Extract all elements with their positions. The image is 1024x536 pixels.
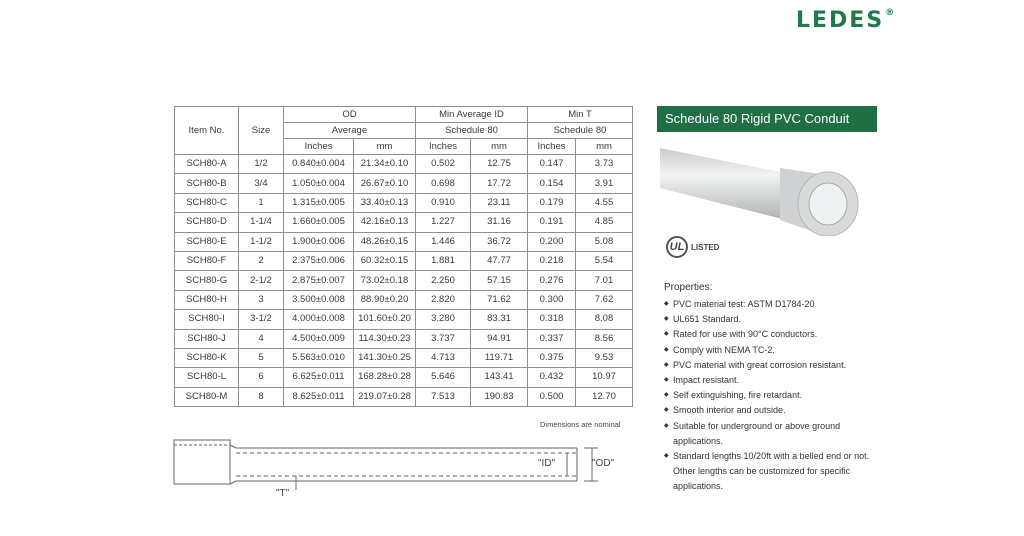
table-cell: 1.446 [416,232,471,251]
table-cell: 3.73 [576,155,633,174]
table-cell: SCH80-G [175,271,239,290]
header-id-sub: Schedule 80 [416,123,528,139]
header-od-sub: Average [284,123,416,139]
property-item: ◆ PVC material with great corrosion resistant. [664,358,884,373]
product-title: Schedule 80 Rigid PVC Conduit [657,106,877,132]
table-cell: 4 [239,329,284,348]
table-cell: 1-1/2 [239,232,284,251]
table-cell: 114.30±0.23 [354,329,416,348]
dimensions-note: Dimensions are nominal [540,420,621,429]
table-cell: 3/4 [239,174,284,193]
table-cell: 1.900±0.006 [284,232,354,251]
properties-section [664,282,884,495]
table-cell: SCH80-A [175,155,239,174]
table-cell: 0.432 [528,368,576,387]
table-row [175,290,633,309]
table-cell: 57.15 [471,271,528,290]
table-cell: 0.200 [528,232,576,251]
table-cell: 0.300 [528,290,576,309]
property-item: ◆ Rated for use with 90°C conductors. [664,327,884,342]
table-cell: 6 [239,368,284,387]
table-cell: 0.147 [528,155,576,174]
table-cell: 0.218 [528,251,576,270]
table-cell: 0.154 [528,174,576,193]
table-row [175,271,633,290]
table-cell: 5.08 [576,232,633,251]
table-cell: 2.875±0.007 [284,271,354,290]
property-item: ◆ Smooth interior and outside. [664,403,884,418]
table-cell: 0.276 [528,271,576,290]
table-cell: 190.83 [471,387,528,406]
table-row [175,329,633,348]
table-row [175,174,633,193]
table-cell: 0.698 [416,174,471,193]
table-cell: 0.500 [528,387,576,406]
t-label: "T" [276,488,290,499]
table-cell: 3.737 [416,329,471,348]
table-cell: 1.227 [416,213,471,232]
table-cell: 12.75 [471,155,528,174]
table-cell: 3.91 [576,174,633,193]
table-cell: 17.72 [471,174,528,193]
table-cell: 6.625±0.011 [284,368,354,387]
table-cell: SCH80-D [175,213,239,232]
table-cell: 31.16 [471,213,528,232]
table-cell: 8.56 [576,329,633,348]
table-row [175,155,633,174]
property-item: ◆ UL651 Standard. [664,312,884,327]
id-label: "ID" [538,458,556,469]
table-cell: 0.318 [528,310,576,329]
registered-mark: ® [885,8,895,18]
table-cell: 8 [239,387,284,406]
brand-name: LEDES [796,8,885,33]
property-item: ◆ Impact resistant. [664,373,884,388]
table-cell: SCH80-E [175,232,239,251]
table-cell: 1.660±0.005 [284,213,354,232]
table-row [175,387,633,406]
table-cell: 2-1/2 [239,271,284,290]
table-cell: SCH80-C [175,193,239,212]
table-cell: 0.337 [528,329,576,348]
table-row [175,251,633,270]
od-label: "OD" [592,458,615,469]
table-cell: 1 [239,193,284,212]
header-od-inches: Inches [284,139,354,155]
table-cell: 2.250 [416,271,471,290]
bell-end-shape [174,440,230,484]
conduit-image [660,140,870,236]
table-cell: 3 [239,290,284,309]
header-t-inches: Inches [528,139,576,155]
table-cell: 4.500±0.009 [284,329,354,348]
properties-list [664,297,884,495]
table-cell: 88.90±0.20 [354,290,416,309]
property-item: ◆ Standard lengths 10/20ft with a belled end or not. Other lengths can be customized for specific applications. [664,449,884,495]
header-od: OD [284,107,416,123]
table-cell: 73.02±0.18 [354,271,416,290]
table-cell: 5.563±0.010 [284,348,354,367]
table-cell: 1.315±0.005 [284,193,354,212]
property-item: ◆ Comply with NEMA TC-2. [664,343,884,358]
ul-listed-text: LISTED [691,242,720,252]
table-cell: 94.91 [471,329,528,348]
spec-table [174,106,633,407]
table-cell: 26.67±0.10 [354,174,416,193]
table-cell: 0.910 [416,193,471,212]
table-cell: 3.500±0.008 [284,290,354,309]
table-cell: 4.85 [576,213,633,232]
header-id-mm: mm [471,139,528,155]
table-cell: 1.881 [416,251,471,270]
table-cell: 219.07±0.28 [354,387,416,406]
table-row [175,232,633,251]
table-cell: 168.28±0.28 [354,368,416,387]
table-cell: 101.60±0.20 [354,310,416,329]
table-cell: 119.71 [471,348,528,367]
property-item: ◆ Self extinguishing, fire retardant. [664,388,884,403]
brand-logo [796,8,894,33]
property-item: ◆ PVC material test: ASTM D1784-20 [664,297,884,312]
conduit-diagram [172,436,622,502]
table-cell: 21.34±0.10 [354,155,416,174]
table-row [175,348,633,367]
table-cell: 0.375 [528,348,576,367]
table-cell: 5.54 [576,251,633,270]
table-cell: SCH80-J [175,329,239,348]
table-cell: 3-1/2 [239,310,284,329]
table-cell: SCH80-F [175,251,239,270]
table-cell: 7.01 [576,271,633,290]
table-cell: 9.53 [576,348,633,367]
table-row [175,213,633,232]
table-cell: 3.280 [416,310,471,329]
header-id: Min Average ID [416,107,528,123]
table-cell: 33.40±0.13 [354,193,416,212]
table-cell: 8.625±0.011 [284,387,354,406]
table-cell: 143.41 [471,368,528,387]
table-cell: 8.08 [576,310,633,329]
table-cell: SCH80-L [175,368,239,387]
table-cell: 0.191 [528,213,576,232]
table-cell: 36.72 [471,232,528,251]
table-cell: 71.62 [471,290,528,309]
table-cell: 4.713 [416,348,471,367]
table-cell: 141.30±0.25 [354,348,416,367]
table-row [175,193,633,212]
header-od-mm: mm [354,139,416,155]
table-cell: 2.375±0.006 [284,251,354,270]
table-cell: SCH80-B [175,174,239,193]
table-cell: 60.32±0.15 [354,251,416,270]
header-item-no: Item No. [175,107,239,155]
table-cell: 4.55 [576,193,633,212]
table-cell: 23.11 [471,193,528,212]
table-cell: 1-1/4 [239,213,284,232]
ul-logo-icon: UL [666,236,688,258]
table-cell: 2.820 [416,290,471,309]
table-cell: 12.70 [576,387,633,406]
properties-heading: Properties: [664,282,713,293]
table-cell: SCH80-H [175,290,239,309]
table-cell: 4.000±0.008 [284,310,354,329]
table-cell: 5 [239,348,284,367]
table-cell: 5.646 [416,368,471,387]
table-cell: 48.26±0.15 [354,232,416,251]
ul-listed-mark [666,236,719,258]
table-cell: 0.502 [416,155,471,174]
header-id-inches: Inches [416,139,471,155]
table-cell: 1.050±0.004 [284,174,354,193]
table-cell: SCH80-M [175,387,239,406]
table-cell: 10.97 [576,368,633,387]
table-cell: SCH80-K [175,348,239,367]
table-cell: 47.77 [471,251,528,270]
table-cell: 42.16±0.13 [354,213,416,232]
table-cell: SCH80-I [175,310,239,329]
table-cell: 83.31 [471,310,528,329]
header-t-sub: Schedule 80 [528,123,633,139]
table-cell: 1/2 [239,155,284,174]
table-cell: 2 [239,251,284,270]
property-item: ◆ Suitable for underground or above ground applications. [664,419,884,449]
header-t: Min T [528,107,633,123]
header-size: Size [239,107,284,155]
spec-table-body [175,155,633,407]
table-row [175,310,633,329]
table-row [175,368,633,387]
table-cell: 7.62 [576,290,633,309]
table-cell: 0.840±0.004 [284,155,354,174]
header-t-mm: mm [576,139,633,155]
table-cell: 7.513 [416,387,471,406]
table-cell: 0.179 [528,193,576,212]
